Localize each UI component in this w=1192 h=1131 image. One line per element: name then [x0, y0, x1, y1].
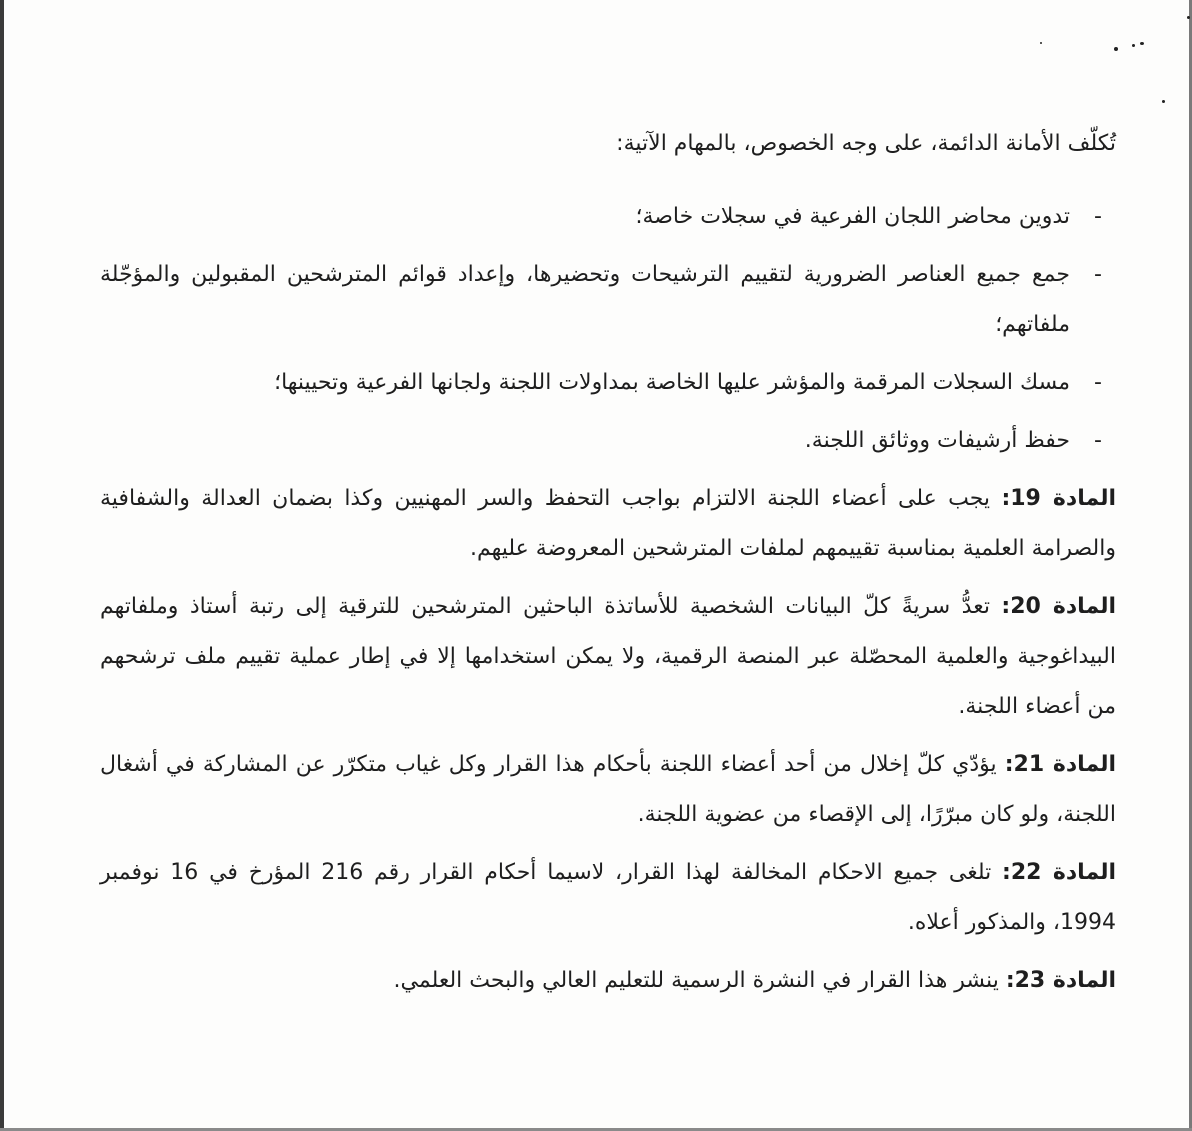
- article-22: [100, 848, 1116, 948]
- task-item: [100, 250, 1116, 350]
- task-text: مسك السجلات المرقمة والمؤشر عليها الخاصة بمداولات اللجنة ولجانها الفرعية وتحيينها؛: [274, 370, 1070, 395]
- article-label: المادة 23:: [1005, 968, 1116, 993]
- article-label: المادة 19:: [1001, 486, 1116, 511]
- intro-paragraph: تُكلّف الأمانة الدائمة، على وجه الخصوص، بالمهام الآتية:: [616, 131, 1116, 156]
- article-text: يؤدّي كلّ إخلال من أحد أعضاء اللجنة بأحكام هذا القرار وكل غياب متكرّر عن المشاركة في أشغال اللجنة، ولو كان مبرّرًا، إلى الإقصاء من عضوية اللجنة.: [100, 752, 1116, 827]
- task-text: جمع جميع العناصر الضرورية لتقييم الترشيحات وتحضيرها، وإعداد قوائم المترشحين المقبولين والمؤجّلة ملفاتهم؛: [100, 262, 1070, 337]
- article-label: المادة 22:: [1002, 860, 1116, 885]
- task-text: حفظ أرشيفات ووثائق اللجنة.: [804, 428, 1070, 453]
- task-dash: -: [1094, 204, 1102, 229]
- article-label: المادة 20:: [1001, 594, 1116, 619]
- article-text: يجب على أعضاء اللجنة الالتزام بواجب التحفظ والسر المهنيين وكذا بضمان العدالة والشفافية والصرامة العلمية بمناسبة تقييمهم لملفات المترشحين المعروضة عليهم.: [100, 486, 1116, 561]
- document-body: [100, 122, 1116, 1014]
- task-dash: -: [1094, 370, 1102, 395]
- scan-edge-left: [0, 0, 4, 1131]
- article-23: [100, 956, 1116, 1006]
- article-19: [100, 474, 1116, 574]
- article-label: المادة 21:: [1004, 752, 1116, 777]
- task-text: تدوين محاضر اللجان الفرعية في سجلات خاصة؛: [635, 204, 1070, 229]
- article-20: [100, 582, 1116, 732]
- article-text: تلغى جميع الاحكام المخالفة لهذا القرار، لاسيما أحكام القرار رقم 216 المؤرخ في 16 نوفمبر 1994، والمذكور أعلاه.: [100, 860, 1116, 935]
- task-dash: -: [1094, 262, 1102, 287]
- task-item: [100, 416, 1116, 466]
- task-item: [100, 358, 1116, 408]
- article-text: تعدُّ سريةً كلّ البيانات الشخصية للأساتذة الباحثين المترشحين للترقية إلى رتبة أستاذ وملفاتهم البيداغوجية والعلمية المحصّلة عبر المنصة الرقمية، ولا يمكن استخدامها إلا في إطار عملية تقييم ملف ترشحهم من أعضاء اللجنة.: [100, 594, 1116, 719]
- task-item: [100, 192, 1116, 242]
- article-text: ينشر هذا القرار في النشرة الرسمية للتعليم العالي والبحث العلمي.: [393, 968, 1006, 993]
- task-list: [100, 192, 1116, 466]
- article-21: [100, 740, 1116, 840]
- task-dash: -: [1094, 428, 1102, 453]
